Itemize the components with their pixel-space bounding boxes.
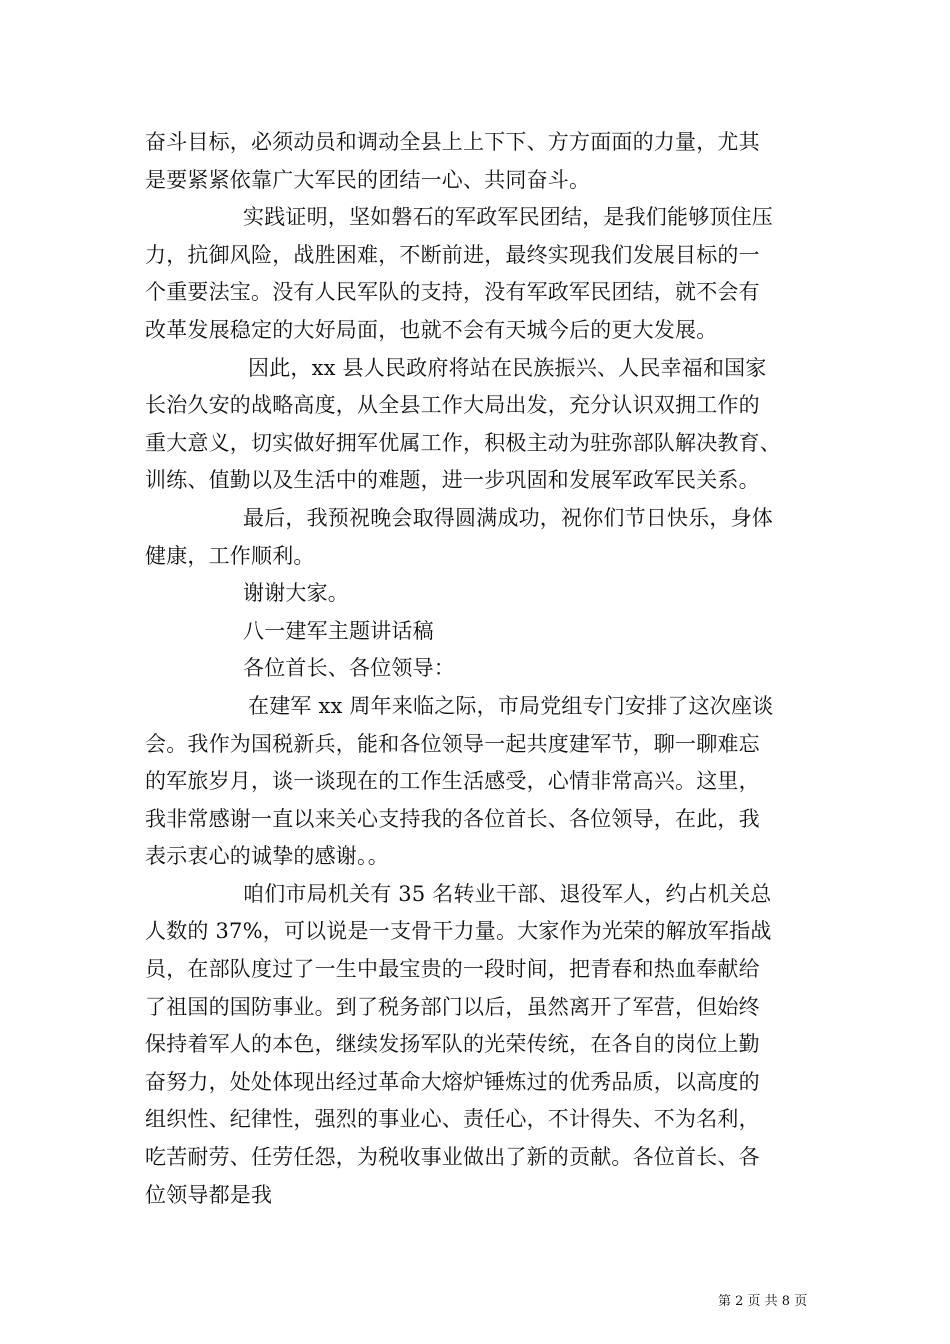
- text-line: 吃苦耐劳、任劳任怨，为税收事业做出了新的贡献。各位首长、各: [145, 1145, 760, 1170]
- page-number-footer: 第 2 页 共 8 页: [718, 1294, 808, 1309]
- text-line: 组织性、纪律性，强烈的事业心、责任心，不计得失、不为名利，: [145, 1107, 760, 1132]
- text-line: 保持着军人的本色，继续发扬军队的光荣传统，在各自的岗位上勤: [145, 1032, 760, 1057]
- text-line: 个重要法宝。没有人民军队的支持，没有军政军民团结，就不会有: [145, 280, 760, 305]
- text-line: 改革发展稳定的大好局面，也就不会有天城今后的更大发展。: [145, 317, 718, 342]
- text-line: 奋努力，处处体现出经过革命大熔炉锤炼过的优秀品质，以高度的: [145, 1069, 760, 1094]
- text-line: 表示衷心的诚挚的感谢。。: [145, 844, 389, 869]
- text-line: 是要紧紧依靠广大军民的团结一心、共同奋斗。: [145, 167, 591, 192]
- paragraph-start: 最后，我预祝晚会取得圆满成功，祝你们节日快乐，身体: [243, 505, 773, 530]
- salutation: 各位首长、各位领导：: [243, 656, 455, 681]
- section-title: 八一建军主题讲话稿: [243, 618, 434, 643]
- text-line: 员，在部队度过了一生中最宝贵的一段时间，把青春和热血奉献给: [145, 957, 760, 982]
- text-line: 了祖国的国防事业。到了税务部门以后，虽然离开了军营，但始终: [145, 994, 760, 1019]
- text-line: 人数的 37%，可以说是一支骨干力量。大家作为光荣的解放军指战: [145, 919, 772, 944]
- body-text: [145, 124, 810, 1214]
- paragraph-start: 因此，xx 县人民政府将站在民族振兴、人民幸福和国家: [248, 355, 767, 380]
- text-line: 长治久安的战略高度，从全县工作大局出发，充分认识双拥工作的: [145, 393, 760, 418]
- text-line: 重大意义，切实做好拥军优属工作，积极主动为驻弥部队解决教育、: [145, 430, 781, 455]
- text-line: 奋斗目标，必须动员和调动全县上上下下、方方面面的力量，尤其: [145, 130, 760, 154]
- closing-thanks: 谢谢大家。: [243, 581, 349, 606]
- text-line: 会。我作为国税新兵，能和各位领导一起共度建军节，聊一聊难忘: [145, 731, 760, 756]
- paragraph-start: 实践证明，坚如磐石的军政军民团结，是我们能够顶住压: [243, 205, 773, 230]
- text-line: 的军旅岁月，谈一谈现在的工作生活感受，心情非常高兴。这里，: [145, 769, 760, 794]
- text-line: 力，抗御风险，战胜困难，不断前进，最终实现我们发展目标的一: [145, 242, 760, 267]
- text-line: 我非常感谢一直以来关心支持我的各位首长、各位领导，在此，我: [145, 806, 760, 831]
- text-line: 位领导都是我: [145, 1182, 273, 1207]
- paragraph-start: 咱们市局机关有 35 名转业干部、退役军人，约占机关总: [243, 881, 772, 906]
- text-line: 训练、值勤以及生活中的难题，进一步巩固和发展军政军民关系。: [145, 468, 760, 493]
- text-line: 健康，工作顺利。: [145, 543, 315, 568]
- paragraph-start: 在建军 xx 周年来临之际，市局党组专门安排了这次座谈: [248, 693, 774, 718]
